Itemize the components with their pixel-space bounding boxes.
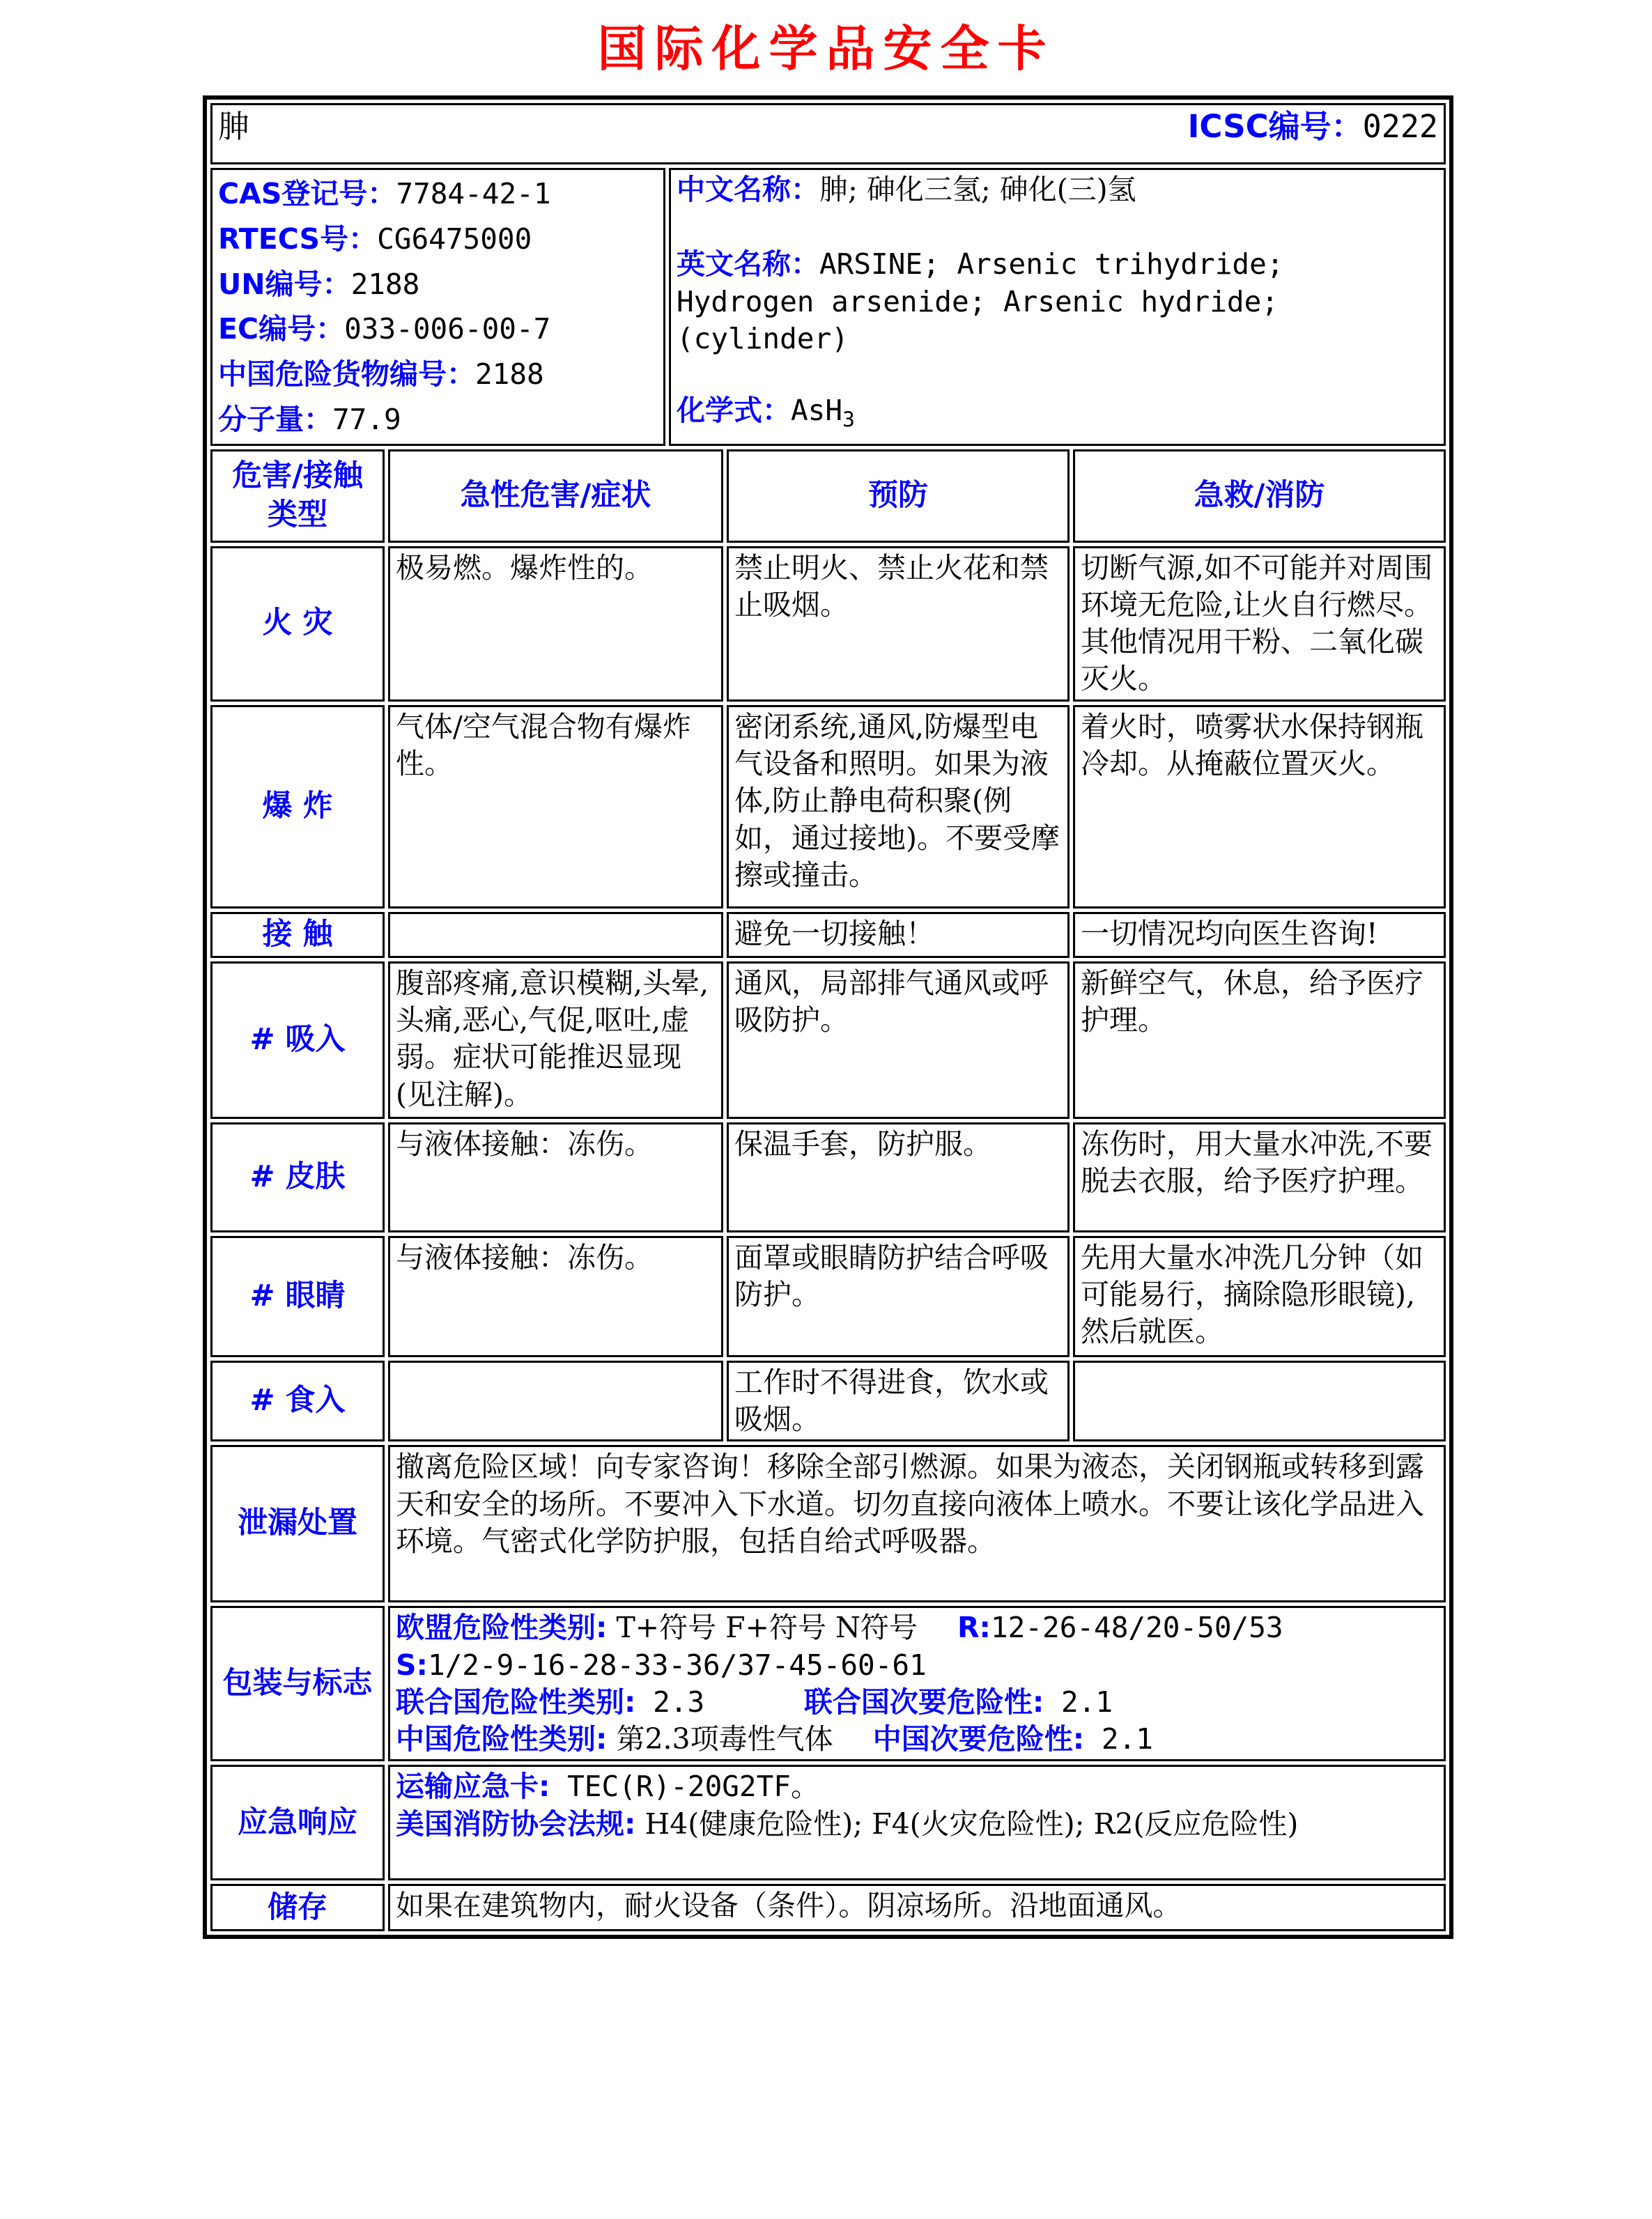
emergency-row — [210, 1765, 1446, 1880]
skin-row — [210, 1122, 1446, 1232]
header-symptoms: 急性危害/症状 — [388, 449, 723, 543]
eye-symptoms: 与液体接触：冻伤。 — [388, 1236, 723, 1357]
cas-number-value: 7784-42-1 — [396, 177, 551, 210]
un-hazard-class-line — [396, 1684, 1438, 1721]
header-firstaid: 急救/消防 — [1073, 449, 1446, 543]
s-phrases-label: S: — [396, 1648, 428, 1682]
spill-label: 泄漏处置 — [210, 1445, 385, 1602]
cas-number-line — [218, 171, 658, 217]
un-number-value: 2188 — [350, 267, 420, 301]
contact-symptoms — [388, 912, 723, 958]
skin-symptoms: 与液体接触：冻伤。 — [388, 1122, 723, 1232]
ingestion-symptoms — [388, 1361, 723, 1442]
contact-prevention: 避免一切接触！ — [727, 912, 1070, 958]
card-header-row — [210, 103, 1446, 164]
formula-value: AsH — [791, 394, 843, 428]
storage-label: 储存 — [210, 1884, 385, 1931]
china-secondary-hazard-value: 2.1 — [1084, 1722, 1153, 1756]
fire-label: 火 灾 — [210, 546, 385, 702]
identifiers-cell — [210, 168, 665, 446]
molecular-weight-label: 分子量： — [218, 402, 332, 436]
inhalation-firstaid: 新鲜空气，休息，给予医疗护理。 — [1073, 961, 1446, 1119]
nfpa-label: 美国消防协会法规: — [396, 1807, 636, 1841]
china-hazard-class-line — [396, 1721, 1438, 1758]
ec-number-line — [218, 307, 658, 352]
packaging-label: 包装与标志 — [210, 1606, 385, 1761]
inhalation-label: # 吸入 — [210, 961, 385, 1119]
storage-text: 如果在建筑物内，耐火设备（条件）。阴凉场所。沿地面通风。 — [388, 1884, 1446, 1931]
english-name-value: ARSINE; Arsenic trihydride; Hydrogen arsenide; Arsenic hydride; (cylinder) — [677, 247, 1284, 355]
tec-value: TEC(R)-20G2TF。 — [550, 1770, 819, 1804]
china-dg-number-line — [218, 352, 658, 397]
explosion-prevention: 密闭系统,通风,防爆型电气设备和照明。如果为液体,防止静电荷积聚(例如，通过接地)。不要受摩擦或撞击。 — [727, 705, 1070, 909]
inhalation-prevention: 通风，局部排气通风或呼吸防护。 — [727, 961, 1070, 1119]
header-prevention: 预防 — [727, 449, 1070, 543]
icsc-number-value: 0222 — [1362, 108, 1439, 145]
nfpa-line — [396, 1806, 1438, 1843]
explosion-symptoms: 气体/空气混合物有爆炸性。 — [388, 705, 723, 909]
un-secondary-hazard-label: 联合国次要危险性: — [704, 1685, 1044, 1719]
hazard-header-row — [210, 449, 1446, 543]
icsc-card-table — [203, 95, 1453, 1939]
spill-row — [210, 1445, 1446, 1602]
un-number-label: UN编号： — [218, 267, 351, 301]
ec-number-label: EC编号： — [218, 312, 345, 346]
r-phrases-label: R: — [917, 1611, 991, 1645]
r-phrases-value: 12-26-48/20-50/53 — [990, 1611, 1283, 1645]
header-hazard-type: 危害/接触类型 — [210, 449, 385, 543]
skin-label: # 皮肤 — [210, 1122, 385, 1232]
s-phrases-line — [396, 1647, 1438, 1684]
explosion-firstaid: 着火时，喷雾状水保持钢瓶冷却。从掩蔽位置灭火。 — [1073, 705, 1446, 909]
page-title: 国际化学品安全卡 — [597, 20, 1055, 77]
contact-firstaid: 一切情况均向医生咨询! — [1073, 912, 1446, 958]
english-name-line — [677, 246, 1438, 357]
tec-label: 运输应急卡: — [396, 1770, 550, 1804]
inhalation-symptoms: 腹部疼痛,意识模糊,头晕,头痛,恶心,气促,呕吐,虚弱。症状可能推迟显现(见注解)。 — [388, 961, 723, 1119]
fire-row — [210, 546, 1446, 702]
eu-hazard-class-line — [396, 1609, 1438, 1646]
spill-text: 撤离危险区域！向专家咨询！移除全部引燃源。如果为液态，关闭钢瓶或转移到露天和安全的场所。不要冲入下水道。切勿直接向液体上喷水。不要让该化学品进入环境。气密式化学防护服，包括自给式呼吸器。 — [388, 1445, 1446, 1602]
emergency-label: 应急响应 — [210, 1765, 385, 1880]
eu-hazard-class-label: 欧盟危险性类别: — [396, 1611, 608, 1645]
explosion-label: 爆 炸 — [210, 705, 385, 909]
chinese-name-value: 胂; 砷化三氢; 砷化(三)氢 — [819, 173, 1136, 206]
chinese-name-label: 中文名称： — [677, 173, 819, 206]
ingestion-row — [210, 1361, 1446, 1442]
china-hazard-class-label: 中国危险性类别: — [396, 1722, 608, 1756]
fire-symptoms: 极易燃。爆炸性的。 — [388, 546, 723, 702]
rtecs-number-line — [218, 217, 658, 262]
eye-prevention: 面罩或眼睛防护结合呼吸防护。 — [727, 1236, 1070, 1357]
rtecs-number-label: RTECS号： — [218, 222, 378, 256]
china-secondary-hazard-label: 中国次要危险性: — [833, 1722, 1085, 1756]
card-header-bar — [218, 107, 1438, 148]
contact-label: 接 触 — [210, 912, 385, 958]
china-dg-number-label: 中国危险货物编号： — [218, 357, 475, 392]
molecular-weight-value: 77.9 — [332, 402, 401, 436]
names-cell — [669, 168, 1446, 446]
fire-prevention: 禁止明火、禁止火花和禁止吸烟。 — [727, 546, 1070, 702]
ingestion-label: # 食入 — [210, 1361, 385, 1442]
china-dg-number-value: 2188 — [475, 357, 544, 392]
eye-label: # 眼睛 — [210, 1236, 385, 1357]
eu-hazard-class-value: T+符号 F+符号 N符号 — [607, 1611, 918, 1645]
un-secondary-hazard-value: 2.1 — [1044, 1685, 1113, 1719]
ingestion-firstaid — [1073, 1361, 1446, 1442]
formula-subscript: 3 — [842, 408, 855, 432]
rtecs-number-value: CG6475000 — [377, 222, 532, 256]
formula-line — [677, 392, 1438, 433]
molecular-weight-line — [218, 397, 658, 442]
skin-firstaid: 冻伤时，用大量水冲洗,不要脱去衣服，给予医疗护理。 — [1073, 1122, 1446, 1232]
skin-prevention: 保温手套，防护服。 — [727, 1122, 1070, 1232]
ec-number-value: 033-006-00-7 — [344, 312, 551, 346]
tec-line — [396, 1768, 1438, 1805]
storage-row — [210, 1884, 1446, 1931]
explosion-row — [210, 705, 1446, 909]
ingestion-prevention: 工作时不得进食，饮水或吸烟。 — [727, 1361, 1070, 1442]
english-name-label: 英文名称： — [677, 247, 819, 281]
un-hazard-class-label: 联合国危险性类别: — [396, 1685, 636, 1719]
eye-row — [210, 1236, 1446, 1357]
packaging-row — [210, 1606, 1446, 1761]
china-hazard-class-value: 第2.3项毒性气体 — [607, 1722, 833, 1756]
un-number-line — [218, 262, 658, 307]
identifiers-row — [210, 168, 1446, 446]
icsc-number — [1188, 107, 1438, 148]
card-header-cell — [210, 103, 1446, 164]
fire-firstaid: 切断气源,如不可能并对周围环境无危险,让火自行燃尽。其他情况用干粉、二氧化碳灭火。 — [1073, 546, 1446, 702]
packaging-cell — [388, 1606, 1446, 1761]
contact-row — [210, 912, 1446, 958]
chinese-name-line — [677, 171, 1438, 208]
eye-firstaid: 先用大量水冲洗几分钟（如可能易行，摘除隐形眼镜),然后就医。 — [1073, 1236, 1446, 1357]
s-phrases-value: 1/2-9-16-28-33-36/37-45-60-61 — [427, 1648, 927, 1682]
substance-name: 胂 — [218, 108, 250, 145]
un-hazard-class-value: 2.3 — [635, 1685, 705, 1719]
formula-label: 化学式： — [677, 394, 791, 428]
inhalation-row — [210, 961, 1446, 1119]
nfpa-value: H4(健康危险性); F4(火灾危险性); R2(反应危险性) — [635, 1807, 1299, 1841]
cas-number-label: CAS登记号： — [218, 177, 396, 210]
icsc-number-label: ICSC编号： — [1187, 108, 1363, 145]
emergency-cell — [388, 1765, 1446, 1880]
